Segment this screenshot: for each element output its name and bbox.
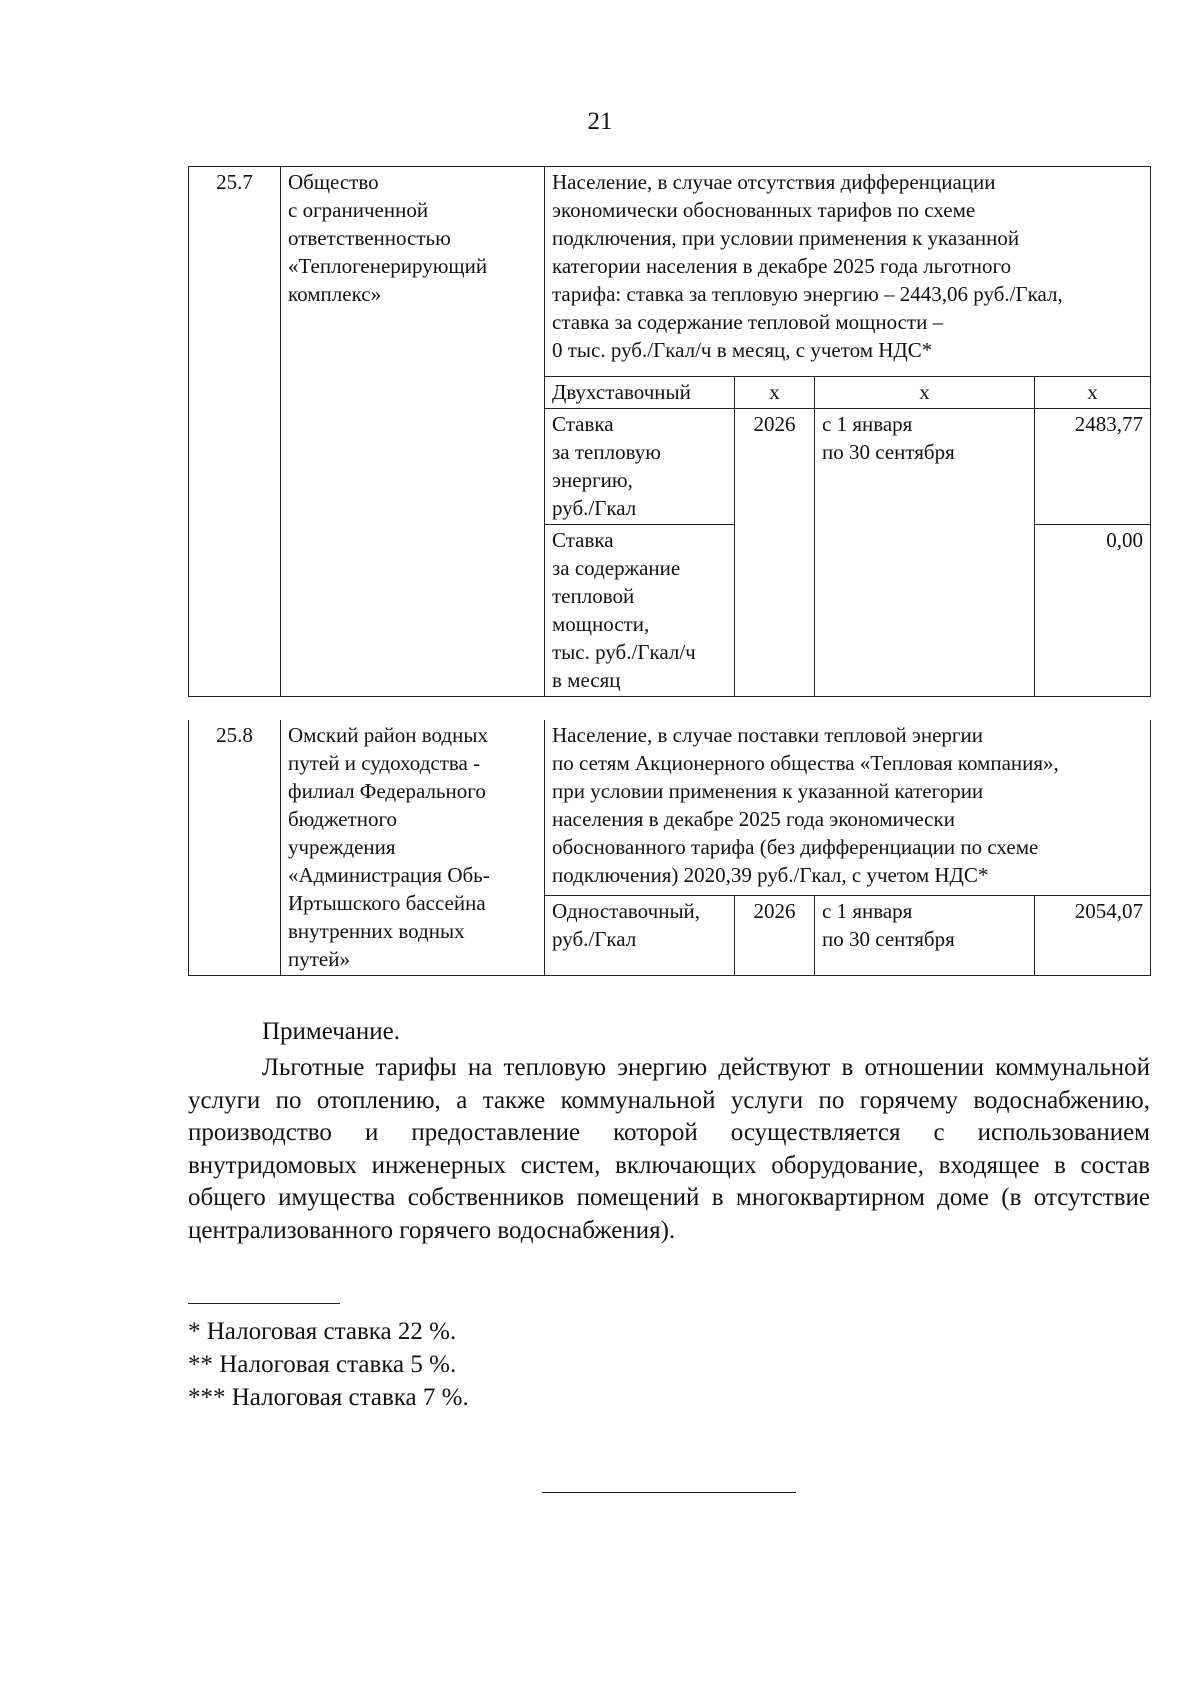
row-number: 25.7 [189,167,281,697]
value-cell: 0,00 [1035,525,1151,697]
year-cell: х [735,377,815,409]
footnote: * Налоговая ставка 22 %. [188,1318,457,1345]
note-title: Примечание. [262,1018,401,1045]
footnotes [188,1315,469,1414]
rate-label: Ставка за тепловую энергию, руб./Гкал [545,409,735,525]
period-cell: с 1 января по 30 сентября [815,896,1035,976]
footnote: *** Налоговая ставка 7 %. [188,1384,469,1411]
page-number: 21 [587,108,613,135]
tariff-table-continued [188,720,1151,976]
year-cell: 2026 [735,409,815,697]
tariff-type: Одноставочный, руб./Гкал [545,896,735,976]
period-cell: с 1 января по 30 сентября [815,409,1035,697]
tariff-type: Двухставочный [545,377,735,409]
table-row [189,720,1151,896]
value-cell: 2483,77 [1035,409,1151,525]
category-description: Население, в случае отсутствия дифференциации экономически обоснованных тарифов по схеме подключения, при условии применения к указанной категории населения в декабре 2025 года льготного тарифа: ставка за тепловую энергию – 2443,06 руб./Гкал, ставка за содержание тепловой мощности – 0 тыс. руб./Гкал/ч в месяц, с учетом НДС* [545,167,1151,377]
row-number: 25.8 [189,720,281,976]
category-description: Население, в случае поставки тепловой энергии по сетям Акционерного общества «Тепловая компания», при условии применения к указанной категории населения в декабре 2025 года экономически обоснованного тарифа (без дифференциации по схеме подключения) 2020,39 руб./Гкал, с учетом НДС* [545,720,1151,896]
value-cell: 2054,07 [1035,896,1151,976]
table-row [189,167,1151,377]
value-cell: х [1035,377,1151,409]
organization-name: Общество с ограниченной ответственностью «Теплогенерирующий комплекс» [281,167,545,697]
end-divider [542,1492,796,1493]
rate-label: Ставка за содержание тепловой мощности, тыс. руб./Гкал/ч в месяц [545,525,735,697]
period-cell: х [815,377,1035,409]
footnote: ** Налоговая ставка 5 %. [188,1351,457,1378]
footnote-divider [188,1303,340,1304]
year-cell: 2026 [735,896,815,976]
tariff-table [188,166,1151,697]
note-text: Льготные тарифы на тепловую энергию действуют в отношении коммунальной услуги по отоплению, а также коммунальной услуги по горячему водоснабжению, производство и предоставление которой осуществляется с использованием внутридомовых инженерных систем, включающих оборудование, входящее в состав общего имущества собственников помещений в многоквартирном доме (в отсутствие централизованного горячего водоснабжения). [188,1054,1150,1244]
organization-name: Омский район водных путей и судоходства - филиал Федерального бюджетного учреждения «Администрация Обь- Иртышского бассейна внутренних водных путей» [281,720,545,976]
